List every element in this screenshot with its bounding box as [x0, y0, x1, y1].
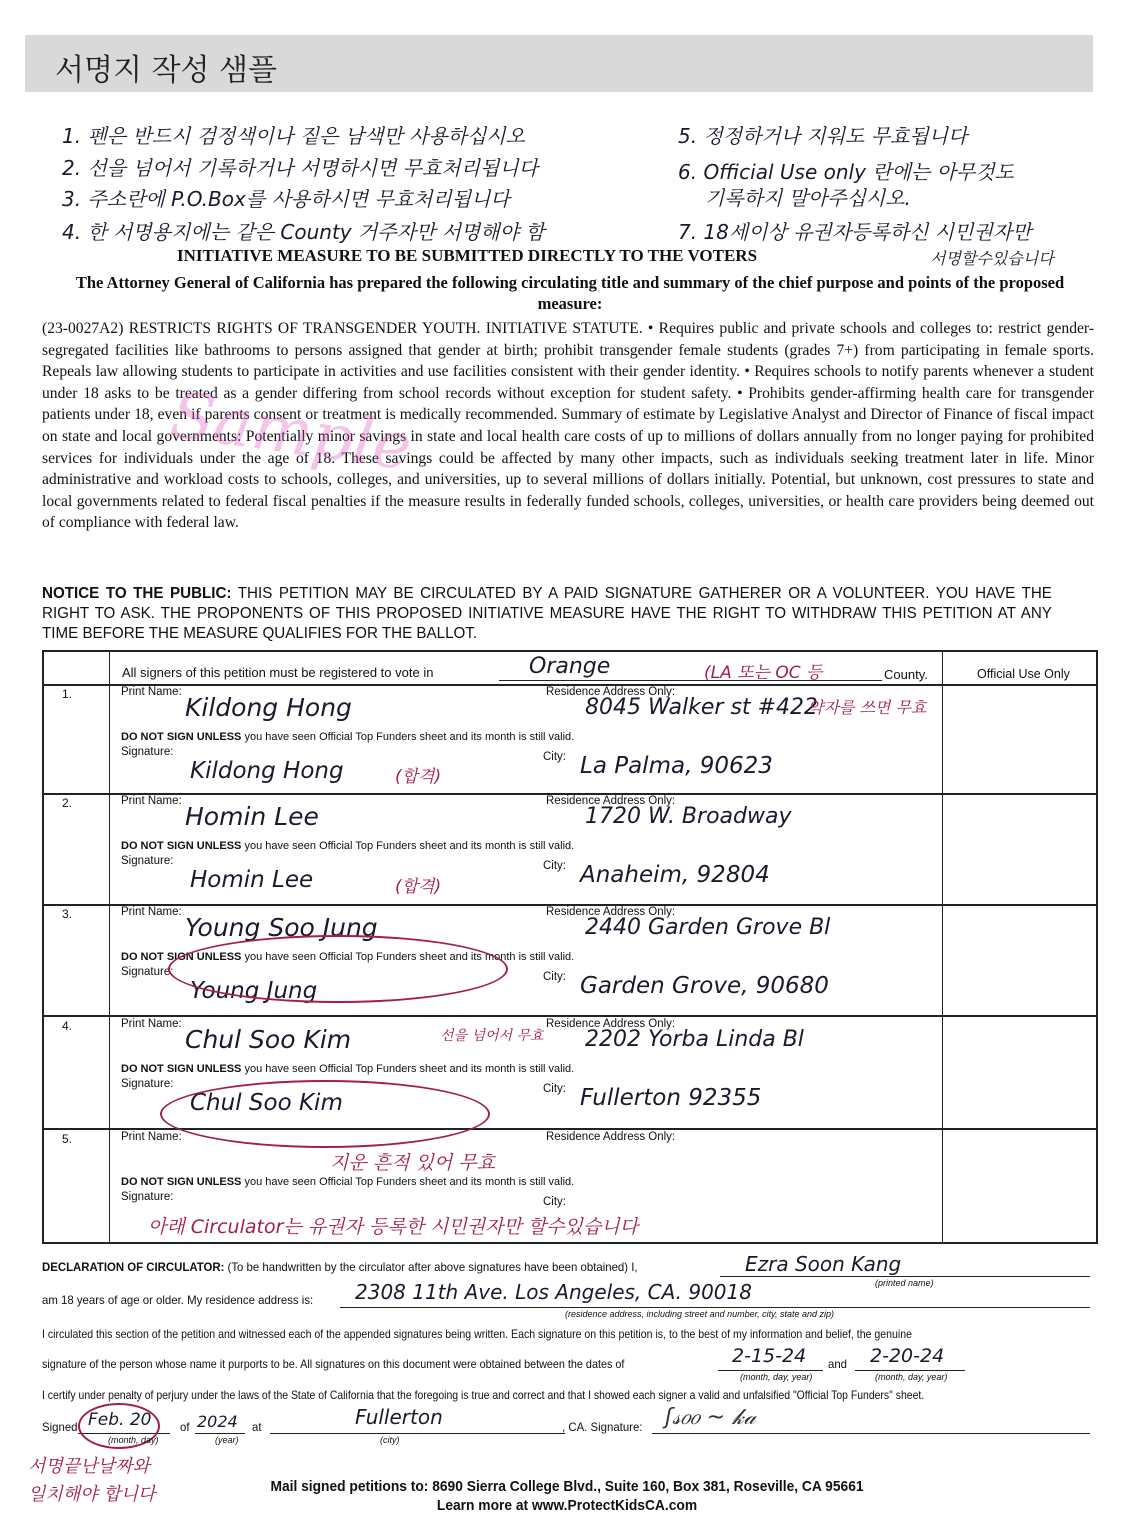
- city-label: City:: [543, 751, 566, 763]
- ag-intro: The Attorney General of California has prepared the following circulating title and summary of the chief purpose and points of the proposed measure:: [75, 273, 1065, 313]
- note-3: 3. 주소란에 P.O.Box를 사용하시면 무효처리됩니다: [62, 187, 510, 211]
- address-label: Residence Address Only:: [546, 795, 676, 807]
- note-4: 4. 한 서명용지에는 같은 County 거주자만 서명해야 함: [62, 220, 545, 244]
- decl-line1: (To be handwritten by the circulator after above signatures have been obtained) I,: [224, 1260, 638, 1274]
- address-label: Residence Address Only:: [546, 906, 676, 918]
- county-value[interactable]: Orange: [529, 654, 611, 679]
- measure-title: INITIATIVE MEASURE TO BE SUBMITTED DIRECTLY TO THE VOTERS: [176, 246, 758, 265]
- end-date[interactable]: 2-20-24: [870, 1345, 945, 1367]
- circulator-note: 아래 Circulator는 유권자 등록한 시민권자만 할수있습니다: [148, 1216, 638, 1238]
- address-label: Residence Address Only:: [546, 686, 676, 698]
- warning-text: you have seen Official Top Funders sheet and its month is still valid.: [241, 840, 575, 852]
- city-label: City:: [543, 860, 566, 872]
- public-notice: [42, 584, 1052, 644]
- sample-watermark: Sample: [166, 378, 416, 486]
- official-use-header: Official Use Only: [977, 667, 1070, 681]
- decl-label: DECLARATION OF CIRCULATOR:: [42, 1260, 225, 1274]
- decl-line3: I circulated this section of the petition and witnessed each of the appended signatures being written. Each signature on this petition is, to the best of my information and belief, the genuine: [42, 1327, 912, 1341]
- print-name-label: Print Name:: [121, 795, 182, 807]
- page-title: 서명지 작성 샘플: [55, 53, 277, 88]
- city-label: City:: [543, 1196, 566, 1208]
- print-name-value[interactable]: Young Soo Jung: [185, 913, 378, 942]
- signed-date[interactable]: Feb. 20: [88, 1410, 152, 1430]
- signature-value[interactable]: Chul Soo Kim: [190, 1090, 343, 1116]
- start-date[interactable]: 2-15-24: [732, 1345, 807, 1367]
- signature-label: Signature:: [121, 966, 174, 978]
- row-note: 선을 넘어서 무효: [440, 1028, 544, 1044]
- warning-text: you have seen Official Top Funders sheet and its month is still valid.: [241, 731, 575, 743]
- row-number: 4.: [62, 1019, 73, 1033]
- signed-year[interactable]: 2024: [197, 1412, 238, 1431]
- warning-bold: DO NOT SIGN UNLESS: [121, 1063, 242, 1075]
- row-note: (합격): [395, 767, 442, 787]
- address-value[interactable]: 1720 W. Broadway: [585, 804, 792, 829]
- warning-text: you have seen Official Top Funders sheet and its month is still valid.: [241, 1063, 575, 1075]
- print-name-label: Print Name:: [121, 686, 182, 698]
- city-label: City:: [543, 1083, 566, 1095]
- signed-city[interactable]: Fullerton: [355, 1405, 443, 1429]
- signature-label: Signature:: [121, 746, 174, 758]
- print-name-label: Print Name:: [121, 1131, 182, 1143]
- circulator-address[interactable]: 2308 11th Ave. Los Angeles, CA. 90018: [355, 1280, 752, 1304]
- note-7b: 서명할수있습니다: [930, 249, 1054, 268]
- address-value[interactable]: 8045 Walker st #422: [585, 695, 818, 720]
- at-text: at: [252, 1420, 262, 1434]
- city-caption: (city): [380, 1435, 400, 1445]
- print-name-label: Print Name:: [121, 1018, 182, 1030]
- circulator-name[interactable]: Ezra Soon Kang: [745, 1252, 902, 1276]
- row-number: 3.: [62, 907, 73, 921]
- signed-label: Signed: [42, 1420, 78, 1434]
- signature-value[interactable]: Young Jung: [190, 978, 318, 1004]
- date-caption-2: (month, day, year): [875, 1372, 948, 1382]
- warning-text: you have seen Official Top Funders sheet and its month is still valid.: [241, 1176, 575, 1188]
- row-number: 5.: [62, 1132, 73, 1146]
- warning-bold: DO NOT SIGN UNLESS: [121, 840, 242, 852]
- mail-address: Mail signed petitions to: 8690 Sierra College Blvd., Suite 160, Box 381, Roseville, CA 95661: [270, 1478, 864, 1495]
- warning-bold: DO NOT SIGN UNLESS: [121, 951, 242, 963]
- signature-label: Signature:: [121, 855, 174, 867]
- warning-bold: DO NOT SIGN UNLESS: [121, 731, 242, 743]
- notice-label: NOTICE TO THE PUBLIC:: [42, 585, 232, 602]
- page-header: [25, 35, 1093, 92]
- row-number: 2.: [62, 796, 73, 810]
- circulator-signature[interactable]: ʃ𝓈𝑜𝑜 ~ 𝓀𝒶: [665, 1405, 756, 1430]
- address-label: Residence Address Only:: [546, 1131, 676, 1143]
- decl-line2: am 18 years of age or older. My residence address is:: [42, 1293, 314, 1307]
- city-value[interactable]: Fullerton 92355: [580, 1085, 762, 1111]
- print-name-value[interactable]: Homin Lee: [185, 802, 319, 831]
- notice-text: THIS PETITION MAY BE CIRCULATED BY A PAID SIGNATURE GATHERER OR A VOLUNTEER. YOU HAVE THE RIGHT TO ASK. THE PROPONENTS OF THIS PROPOSED INITIATIVE MEASURE HAVE THE RIGHT TO WITHDRAW THIS PETITION AT ANY TIME BEFORE THE MEASURE QUALIFIES FOR THE BALLOT.: [42, 585, 1052, 642]
- md-caption: (month, day): [108, 1435, 159, 1445]
- measure-summary: (23-0027A2) RESTRICTS RIGHTS OF TRANSGENDER YOUTH. INITIATIVE STATUTE. • Requires public and private schools and colleges to: restrict gender-segregated facilities like bathrooms to persons assigned that gender at birth; prohibit transgender female students (grades 7+) from participating in female sports. Repeals law allowing students to participate in activities and use facilities consistent with their gender identity. • Requires schools to notify parents whenever a student under 18 asks to be treated as a gender differing from school records without exception for student safety. • Prohibits gender-affirming health care for transgender patients under 18, even if parents consent or treatment is medically recommended. Summary of estimate by Legislative Analyst and Director of Finance of fiscal impact on state and local governments: Potentially minor savings in state and local health care costs of up to millions of dollars annually from no longer paying for prohibited services for individuals under the age of 18. These savings could be affected by many other impacts, such as individuals seeking treatment later in life. Minor administrative and workload costs to schools, colleges, and universities, up to several millions of dollars initially. Potential, but unknown, cost pressures to state and local governments related to federal fiscal penalties if the measure results in federally funded schools, colleges, universities, or health care providers being deemed out of compliance with federal law.: [42, 320, 1094, 532]
- city-value[interactable]: La Palma, 90623: [580, 753, 773, 779]
- county-suffix: County.: [884, 667, 928, 682]
- warning-text: you have seen Official Top Funders sheet and its month is still valid.: [241, 951, 575, 963]
- decl-line4: signature of the person whose name it purports to be. All signatures on this document were obtained between the dates of: [42, 1357, 625, 1371]
- invalid-circle-row4: [160, 1080, 490, 1148]
- note-1: 1. 펜은 반드시 검정색이나 짙은 남색만 사용하십시오: [62, 124, 525, 148]
- row-number: 1.: [62, 687, 73, 701]
- year-caption: (year): [215, 1435, 239, 1445]
- city-value[interactable]: Garden Grove, 90680: [580, 973, 829, 999]
- date-caption-1: (month, day, year): [740, 1372, 813, 1382]
- decl-line5: I certify under penalty of perjury under the laws of the State of California that the foregoing is true and correct and that I showed each signer a valid and unfalsified "Official Top Funders" sheet.: [42, 1388, 925, 1402]
- signature-value[interactable]: Kildong Hong: [190, 758, 344, 784]
- and-text: and: [828, 1357, 848, 1371]
- signature-label: Signature:: [121, 1078, 174, 1090]
- address-caption: (residence address, including street and number, city, state and zip): [565, 1309, 834, 1319]
- county-prefix: All signers of this petition must be registered to vote in: [122, 665, 434, 680]
- row-note: 지운 흔적 있어 무효: [330, 1152, 495, 1174]
- note-2: 2. 선을 넘어서 기록하거나 서명하시면 무효처리됩니다: [62, 156, 538, 180]
- address-value[interactable]: 2202 Yorba Linda Bl: [585, 1027, 804, 1052]
- note-5: 5. 정정하거나 지워도 무효됩니다: [678, 124, 968, 148]
- note-6: 6. Official Use only 란에는 아무것도: [678, 160, 1014, 184]
- print-name-value[interactable]: Chul Soo Kim: [185, 1025, 352, 1054]
- city-value[interactable]: Anaheim, 92804: [580, 862, 770, 888]
- print-name-label: Print Name:: [121, 906, 182, 918]
- note-7: 7. 18세이상 유권자등록하신 시민권자만: [678, 220, 1032, 244]
- mail-info: [45, 1477, 1088, 1515]
- address-value[interactable]: 2440 Garden Grove Bl: [585, 915, 831, 940]
- signature-value[interactable]: Homin Lee: [190, 867, 314, 893]
- city-label: City:: [543, 971, 566, 983]
- print-name-value[interactable]: Kildong Hong: [185, 693, 352, 722]
- warning-bold: DO NOT SIGN UNLESS: [121, 1176, 242, 1188]
- county-note: (LA 또는 OC 등: [704, 663, 823, 683]
- of-text: of: [180, 1420, 190, 1434]
- bottom-note-2: 일치해야 합니다: [28, 1484, 156, 1505]
- note-6b: 기록하지 말아주십시오.: [705, 186, 911, 210]
- signature-label: Signature:: [121, 1191, 174, 1203]
- website-link[interactable]: Learn more at www.ProtectKidsCA.com: [436, 1497, 698, 1514]
- printed-name-caption: (printed name): [875, 1278, 934, 1288]
- address-label: Residence Address Only:: [546, 1018, 676, 1030]
- address-note: 약자를 쓰면 무효: [808, 698, 927, 717]
- invalid-circle-row3: [168, 935, 508, 1003]
- bottom-note-1: 서명끝난날짜와: [28, 1456, 150, 1477]
- row-note: (합격): [395, 877, 442, 897]
- ca-signature-label: , CA. Signature:: [562, 1420, 643, 1434]
